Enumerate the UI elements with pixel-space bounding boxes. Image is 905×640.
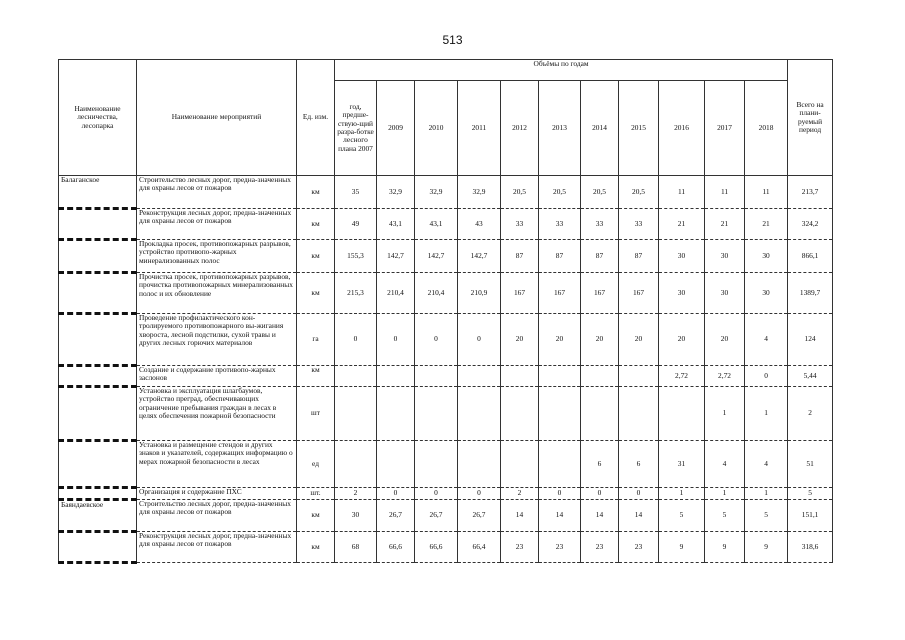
- value-cell: 167: [581, 273, 619, 314]
- value-cell: [335, 387, 377, 441]
- table-row: [59, 240, 833, 273]
- value-cell: 2: [501, 488, 539, 500]
- value-cell: 14: [501, 500, 539, 532]
- value-cell: [415, 441, 458, 488]
- value-cell: 210,4: [415, 273, 458, 314]
- value-cell: 2: [335, 488, 377, 500]
- activity-cell: Строительство лесных дорог, предна-значенных для охраны лесов от пожаров: [137, 500, 297, 532]
- value-cell: 23: [501, 532, 539, 563]
- value-cell: 151,1: [788, 500, 833, 532]
- activity-cell: Прокладка просек, противопожарных разрывов, устройство противопо-жарных минерализованных полос: [137, 240, 297, 273]
- activity-cell: Создание и содержание противопо-жарных заслонов: [137, 366, 297, 387]
- value-cell: 23: [581, 532, 619, 563]
- header-base-year: год, предше-ствую-щий разра-ботке лесного плана 2007: [335, 81, 377, 176]
- value-cell: 23: [539, 532, 581, 563]
- value-cell: 51: [788, 441, 833, 488]
- unit-cell: км: [297, 176, 335, 209]
- value-cell: 21: [659, 209, 705, 240]
- value-cell: 21: [705, 209, 745, 240]
- activity-cell: Проведение профилактического кон-тролируемого противопожарного вы-жигания хвороста, лесной подстилки, сухой травы и других лесных горючих материалов: [137, 314, 297, 366]
- value-cell: 14: [581, 500, 619, 532]
- unit-cell: км: [297, 240, 335, 273]
- value-cell: 20: [705, 314, 745, 366]
- org-name-cell: [59, 441, 137, 488]
- org-name-cell: [59, 366, 137, 387]
- value-cell: 1: [705, 387, 745, 441]
- value-cell: 5: [788, 488, 833, 500]
- value-cell: 26,7: [415, 500, 458, 532]
- value-cell: 2,72: [705, 366, 745, 387]
- value-cell: 26,7: [458, 500, 501, 532]
- unit-cell: км: [297, 273, 335, 314]
- unit-cell: шт: [297, 387, 335, 441]
- table-row: [59, 488, 833, 500]
- value-cell: 142,7: [415, 240, 458, 273]
- value-cell: 167: [619, 273, 659, 314]
- value-cell: 0: [458, 314, 501, 366]
- header-year: 2016: [659, 81, 705, 176]
- table-row: [59, 273, 833, 314]
- value-cell: 5: [745, 500, 788, 532]
- value-cell: [458, 387, 501, 441]
- value-cell: 32,9: [377, 176, 415, 209]
- value-cell: 43,1: [415, 209, 458, 240]
- value-cell: [539, 387, 581, 441]
- unit-cell: км: [297, 532, 335, 563]
- value-cell: 68: [335, 532, 377, 563]
- value-cell: 30: [335, 500, 377, 532]
- value-cell: [501, 387, 539, 441]
- value-cell: [581, 387, 619, 441]
- value-cell: 20: [539, 314, 581, 366]
- value-cell: 1: [659, 488, 705, 500]
- value-cell: [377, 387, 415, 441]
- value-cell: 6: [581, 441, 619, 488]
- unit-cell: ед: [297, 441, 335, 488]
- value-cell: 20: [581, 314, 619, 366]
- value-cell: 35: [335, 176, 377, 209]
- value-cell: [415, 387, 458, 441]
- unit-cell: км: [297, 500, 335, 532]
- value-cell: [619, 387, 659, 441]
- activity-cell: Реконструкция лесных дорог, предна-значенных для охраны лесов от пожаров: [137, 209, 297, 240]
- org-name-cell: [59, 387, 137, 441]
- org-name-cell: [59, 273, 137, 314]
- org-name-cell: [59, 240, 137, 273]
- value-cell: 20,5: [539, 176, 581, 209]
- header-year: 2017: [705, 81, 745, 176]
- value-cell: [501, 366, 539, 387]
- table-row: [59, 176, 833, 209]
- value-cell: 30: [659, 273, 705, 314]
- value-cell: 4: [745, 314, 788, 366]
- value-cell: 0: [415, 314, 458, 366]
- value-cell: 5,44: [788, 366, 833, 387]
- value-cell: 30: [745, 240, 788, 273]
- header-year: 2010: [415, 81, 458, 176]
- value-cell: 0: [377, 314, 415, 366]
- table-row: [59, 209, 833, 240]
- value-cell: 167: [539, 273, 581, 314]
- value-cell: 5: [705, 500, 745, 532]
- value-cell: [335, 366, 377, 387]
- value-cell: 30: [705, 273, 745, 314]
- value-cell: 66,6: [377, 532, 415, 563]
- value-cell: 1: [745, 488, 788, 500]
- unit-cell: км: [297, 366, 335, 387]
- value-cell: 142,7: [458, 240, 501, 273]
- value-cell: 9: [745, 532, 788, 563]
- org-name-cell: [59, 488, 137, 500]
- header-activity: Наименование мероприятий: [137, 60, 297, 176]
- value-cell: [581, 366, 619, 387]
- value-cell: [458, 441, 501, 488]
- header-year: 2015: [619, 81, 659, 176]
- value-cell: 32,9: [458, 176, 501, 209]
- value-cell: 43,1: [377, 209, 415, 240]
- value-cell: 9: [659, 532, 705, 563]
- header-year: 2012: [501, 81, 539, 176]
- value-cell: 33: [539, 209, 581, 240]
- header-year: 2014: [581, 81, 619, 176]
- org-name-cell: [59, 532, 137, 563]
- value-cell: [659, 387, 705, 441]
- table-row: [59, 366, 833, 387]
- value-cell: 31: [659, 441, 705, 488]
- value-cell: 23: [619, 532, 659, 563]
- activity-cell: Установка и эксплуатация шлагбаумов, устройство преград, обеспечивающих ограничение пребывания граждан в лесах в целях обеспечения пожарной безопасности: [137, 387, 297, 441]
- activity-cell: Строительство лесных дорог, предна-значенных для охраны лесов от пожаров: [137, 176, 297, 209]
- value-cell: [539, 441, 581, 488]
- table-row: [59, 441, 833, 488]
- header-volumes: Объёмы по годам: [335, 60, 788, 81]
- value-cell: 2: [788, 387, 833, 441]
- value-cell: 5: [659, 500, 705, 532]
- value-cell: 30: [659, 240, 705, 273]
- value-cell: 210,9: [458, 273, 501, 314]
- fire-measures-table: [58, 59, 833, 564]
- value-cell: [377, 441, 415, 488]
- value-cell: [458, 366, 501, 387]
- value-cell: 33: [581, 209, 619, 240]
- value-cell: 0: [539, 488, 581, 500]
- activity-cell: Прочистка просек, противопожарных разрывов, прочистка противопожарных минерализованных полос и их обновление: [137, 273, 297, 314]
- value-cell: 0: [335, 314, 377, 366]
- value-cell: [501, 441, 539, 488]
- value-cell: 14: [539, 500, 581, 532]
- value-cell: 14: [619, 500, 659, 532]
- header-unit: Ед. изм.: [297, 60, 335, 176]
- value-cell: 33: [619, 209, 659, 240]
- value-cell: 87: [619, 240, 659, 273]
- value-cell: 30: [705, 240, 745, 273]
- activity-cell: Организация и содержание ПХС: [137, 488, 297, 500]
- value-cell: 213,7: [788, 176, 833, 209]
- table-row: [59, 387, 833, 441]
- value-cell: 0: [415, 488, 458, 500]
- value-cell: 11: [659, 176, 705, 209]
- unit-cell: га: [297, 314, 335, 366]
- table-row: [59, 314, 833, 366]
- unit-cell: шт.: [297, 488, 335, 500]
- value-cell: 66,4: [458, 532, 501, 563]
- value-cell: 167: [501, 273, 539, 314]
- value-cell: 124: [788, 314, 833, 366]
- value-cell: 0: [745, 366, 788, 387]
- value-cell: 0: [377, 488, 415, 500]
- value-cell: 210,4: [377, 273, 415, 314]
- value-cell: 20,5: [581, 176, 619, 209]
- unit-cell: км: [297, 209, 335, 240]
- header-year: 2011: [458, 81, 501, 176]
- value-cell: 324,2: [788, 209, 833, 240]
- org-name-cell: [59, 314, 137, 366]
- value-cell: 20: [659, 314, 705, 366]
- header-year: 2013: [539, 81, 581, 176]
- value-cell: 21: [745, 209, 788, 240]
- value-cell: 6: [619, 441, 659, 488]
- value-cell: 87: [581, 240, 619, 273]
- org-name-cell: Баяндаевское: [59, 500, 137, 532]
- value-cell: 0: [458, 488, 501, 500]
- value-cell: 866,1: [788, 240, 833, 273]
- value-cell: 11: [705, 176, 745, 209]
- value-cell: 4: [745, 441, 788, 488]
- value-cell: 20: [619, 314, 659, 366]
- value-cell: 87: [539, 240, 581, 273]
- value-cell: 1: [745, 387, 788, 441]
- value-cell: 1389,7: [788, 273, 833, 314]
- value-cell: 0: [581, 488, 619, 500]
- org-name-cell: Балаганское: [59, 176, 137, 209]
- header-year: 2018: [745, 81, 788, 176]
- value-cell: 30: [745, 273, 788, 314]
- value-cell: 43: [458, 209, 501, 240]
- table-row: [59, 532, 833, 563]
- value-cell: 1: [705, 488, 745, 500]
- value-cell: [415, 366, 458, 387]
- value-cell: [377, 366, 415, 387]
- value-cell: [619, 366, 659, 387]
- value-cell: 142,7: [377, 240, 415, 273]
- value-cell: 9: [705, 532, 745, 563]
- value-cell: 215,3: [335, 273, 377, 314]
- value-cell: 155,3: [335, 240, 377, 273]
- org-name-cell: [59, 209, 137, 240]
- header-year: 2009: [377, 81, 415, 176]
- value-cell: 2,72: [659, 366, 705, 387]
- activity-cell: Установка и размещение стендов и других знаков и указателей, содержащих информацию о мерах пожарной безопасности в лесах: [137, 441, 297, 488]
- value-cell: 4: [705, 441, 745, 488]
- header-org: Наименование лесничества, лесопарка: [59, 60, 137, 176]
- value-cell: 49: [335, 209, 377, 240]
- value-cell: 20: [501, 314, 539, 366]
- value-cell: 32,9: [415, 176, 458, 209]
- value-cell: 66,6: [415, 532, 458, 563]
- value-cell: 318,6: [788, 532, 833, 563]
- value-cell: 87: [501, 240, 539, 273]
- value-cell: [335, 441, 377, 488]
- value-cell: 11: [745, 176, 788, 209]
- value-cell: 33: [501, 209, 539, 240]
- header-total: Всего на плани-руемый период: [788, 60, 833, 176]
- table-row: [59, 500, 833, 532]
- value-cell: [539, 366, 581, 387]
- activity-cell: Реконструкция лесных дорог, предна-значенных для охраны лесов от пожаров: [137, 532, 297, 563]
- value-cell: 20,5: [501, 176, 539, 209]
- value-cell: 26,7: [377, 500, 415, 532]
- page-number: 513: [442, 33, 463, 47]
- value-cell: 0: [619, 488, 659, 500]
- value-cell: 20,5: [619, 176, 659, 209]
